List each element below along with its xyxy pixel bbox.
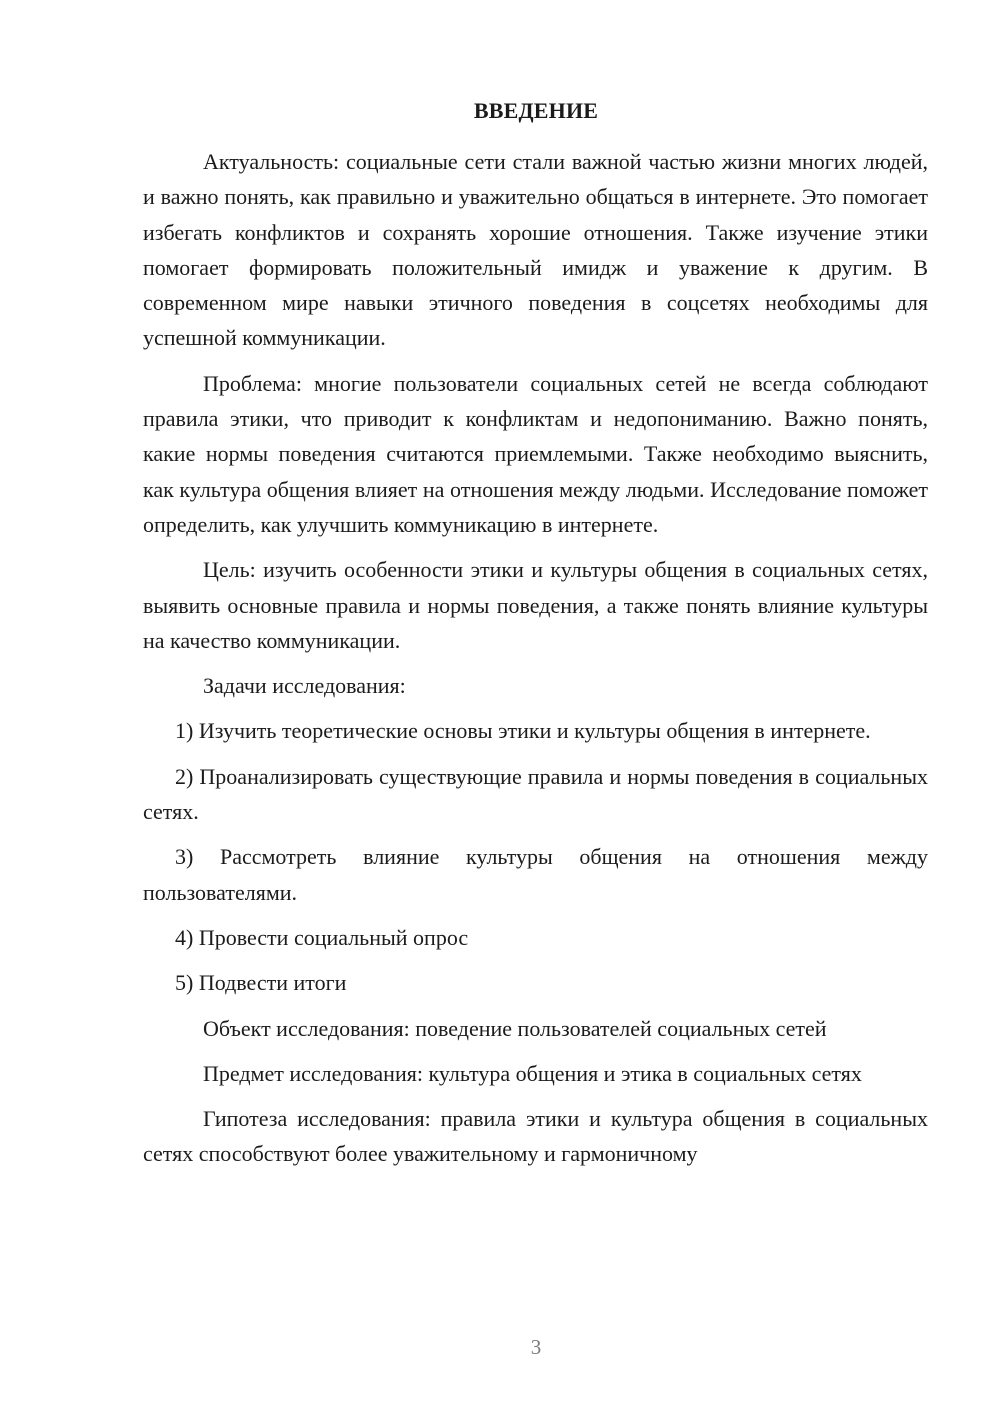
hypothesis-paragraph: Гипотеза исследования: правила этики и культура общения в социальных сетях способствуют более уважительному и гармоничному (143, 1106, 928, 1167)
tasks-list (143, 713, 928, 1000)
problem-paragraph: Проблема: многие пользователи социальных сетей не всегда соблюдают правила этики, что приводит к конфликтам и недопониманию. Важно понять, какие нормы поведения считаются приемлемыми. Также необходимо выяснить, как культура общения влияет на отношения между людьми. Исследование поможет определить, как улучшить коммуникацию в интернете. (143, 370, 928, 537)
list-item: 4) Провести социальный опрос (175, 924, 469, 950)
goal-paragraph: Цель: изучить особенности этики и культуры общения в социальных сетях, выявить основные правила и нормы поведения, а также понять влияние культуры на качество коммуникации. (143, 557, 928, 653)
document-body (143, 144, 928, 1182)
tasks-heading: Задачи исследования: (203, 673, 406, 699)
relevance-paragraph: Актуальность: социальные сети стали важной частью жизни многих людей, и важно понять, как правильно и уважительно общаться в интернете. Это помогает избегать конфликтов и сохранять хорошие отношения. Также изучение этики помогает формировать положительный имидж и уважение к другим. В современном мире навыки этичного поведения в соцсетях необходимы для успешной коммуникации. (143, 149, 928, 351)
list-item: 5) Подвести итоги (175, 970, 347, 996)
list-item: 2) Проанализировать существующие правила и нормы поведения в социальных сетях. (143, 763, 928, 825)
page-title: ВВЕДЕНИЕ (473, 98, 599, 123)
object-paragraph: Объект исследования: поведение пользователей социальных сетей (203, 1015, 827, 1041)
list-item: 1) Изучить теоретические основы этики и культуры общения в интернете. (175, 718, 871, 744)
list-item: 3) Рассмотреть влияние культуры общения на отношения между пользователями. (143, 844, 928, 905)
page-number: 3 (530, 1335, 542, 1359)
subject-paragraph: Предмет исследования: культура общения и этика в социальных сетях (203, 1060, 862, 1086)
